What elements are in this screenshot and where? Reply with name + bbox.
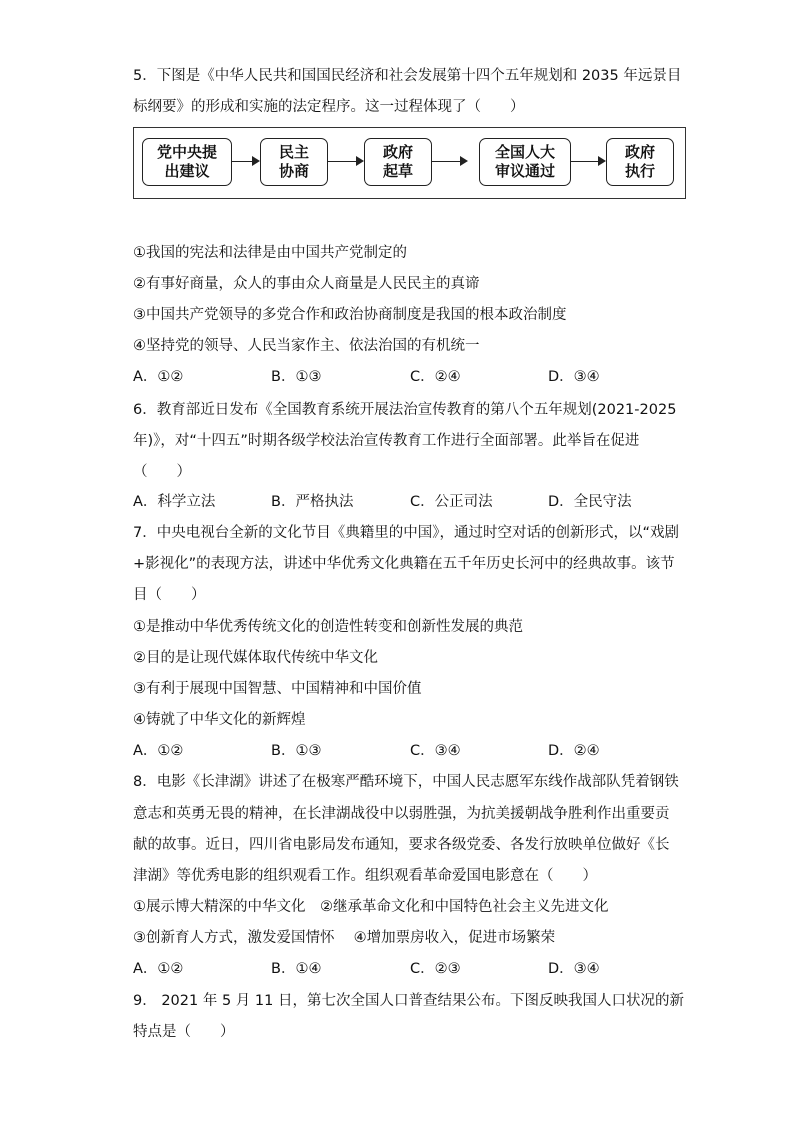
q5-statement-3: ③中国共产党领导的多党合作和政治协商制度是我国的根本政治制度 [133,307,567,323]
q7-statement-1: ①是推动中华优秀传统文化的创造性转变和创新性发展的典范 [133,619,523,635]
q5-option-d: D．③④ [548,369,600,385]
q8-option-d: D．③④ [548,961,600,977]
q5-statement-2: ②有事好商量，众人的事由众人商量是人民民主的真谛 [133,276,480,292]
q5-statement-4: ④坚持党的领导、人民当家作主、依法治国的有机统一 [133,338,480,354]
q8-option-c: C．②③ [410,961,461,977]
q5-stem-line-1: 5．下图是《中华人民共和国国民经济和社会发展第十四个五年规划和 2035 年远景目 [133,68,682,84]
q6-option-a: A．科学立法 [133,494,216,510]
flow-arrow-4 [571,161,604,162]
q5-option-b: B．①③ [271,369,322,385]
q7-option-a: A．①② [133,743,184,759]
q6-stem-line-1: 6．教育部近日发布《全国教育系统开展法治宣传教育的第八个五年规划(2021-2025 [133,402,677,418]
flow-arrow-3 [432,161,466,162]
q6-option-b: B．严格执法 [271,494,354,510]
flow-arrow-2 [328,161,362,162]
q6-stem-line-3: （ ） [133,464,191,480]
q7-option-d: D．②④ [548,743,600,759]
q7-stem-line-1: 7．中央电视台全新的文化节目《典籍里的中国》，通过时空对话的创新形式，以“戏剧 [133,525,679,541]
q5-option-c: C．②④ [410,369,461,385]
q8-statement-2: ③创新育人方式，激发爱国情怀 ④增加票房收入，促进市场繁荣 [133,930,556,946]
q8-stem-line-3: 献的故事。近日，四川省电影局发布通知，要求各级党委、各发行放映单位做好《长 [133,837,670,853]
flow-step-3: 政府 起草 [364,138,432,186]
q8-stem-line-1: 8．电影《长津湖》讲述了在极寒严酷环境下，中国人民志愿军东线作战部队凭着钢铁 [133,774,679,790]
q8-stem-line-4: 津湖》等优秀电影的组织观看工作。组织观看革命爱国电影意在（ ） [133,868,597,884]
q7-statement-4: ④铸就了中华文化的新辉煌 [133,712,306,728]
q7-statement-3: ③有利于展现中国智慧、中国精神和中国价值 [133,681,422,697]
q7-stem-line-3: 目（ ） [133,587,206,603]
q8-option-b: B．①④ [271,961,322,977]
flow-step-4: 全国人大 审议通过 [479,138,571,186]
flow-step-5: 政府 执行 [606,138,674,186]
q6-option-d: D．全民守法 [548,494,632,510]
flow-arrow-1 [232,161,258,162]
flow-step-1: 党中央提 出建议 [142,138,232,186]
q5-statement-1: ①我国的宪法和法律是由中国共产党制定的 [133,245,407,261]
q9-stem-line-1: 9． 2021 年 5 月 11 日，第七次全国人口普查结果公布。下图反映我国人口状况的新 [133,993,684,1009]
q6-option-c: C．公正司法 [410,494,493,510]
flow-step-2: 民主 协商 [260,138,328,186]
q8-stem-line-2: 意志和英勇无畏的精神，在长津湖战役中以弱胜强，为抗美援朝战争胜利作出重要贡 [133,806,670,822]
q5-option-a: A．①② [133,369,184,385]
q5-stem-line-2: 标纲要》的形成和实施的法定程序。这一过程体现了（ ） [133,99,525,115]
q5-flowchart [133,127,686,199]
q6-stem-line-2: 年)》，对“十四五”时期各级学校法治宣传教育工作进行全面部署。此举旨在促进 [133,433,640,449]
q8-statement-1: ①展示博大精深的中华文化 ②继承革命文化和中国特色社会主义先进文化 [133,899,609,915]
q9-stem-line-2: 特点是（ ） [133,1024,235,1040]
q7-option-c: C．③④ [410,743,461,759]
q7-statement-2: ②目的是让现代媒体取代传统中华文化 [133,650,378,666]
q7-option-b: B．①③ [271,743,322,759]
q7-stem-line-2: +影视化”的表现方法，讲述中华优秀文化典籍在五千年历史长河中的经典故事。该节 [133,556,675,572]
q8-option-a: A．①② [133,961,184,977]
